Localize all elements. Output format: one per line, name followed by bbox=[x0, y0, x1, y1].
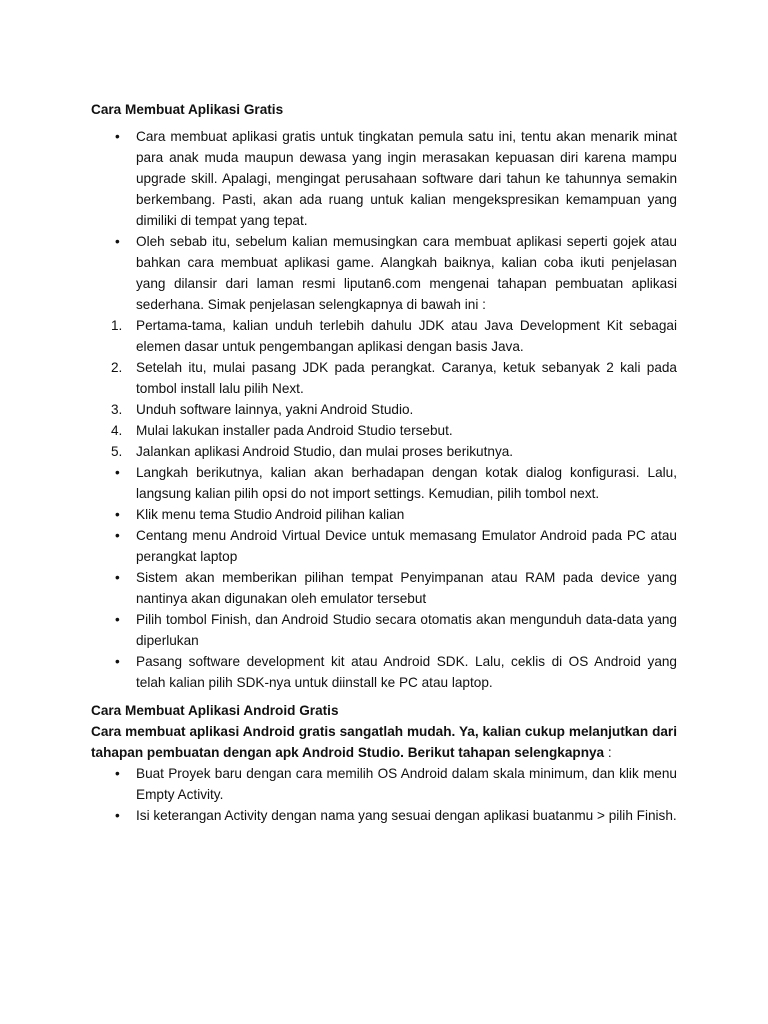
bullet-marker: • bbox=[115, 528, 120, 543]
section-2-list bbox=[91, 763, 677, 826]
list-item bbox=[91, 126, 677, 231]
bullet-marker: • bbox=[115, 654, 120, 669]
list-item bbox=[91, 651, 677, 693]
section-1-title: Cara Membuat Aplikasi Gratis bbox=[91, 102, 284, 117]
list-item bbox=[91, 805, 677, 826]
number-marker: 5. bbox=[111, 444, 123, 459]
list-item bbox=[91, 420, 677, 441]
bullet-marker: • bbox=[115, 465, 120, 480]
bullet-marker: • bbox=[115, 612, 120, 627]
section-1-list bbox=[91, 126, 677, 693]
bullet-marker: • bbox=[115, 129, 120, 144]
list-item bbox=[91, 609, 677, 651]
number-marker: 2. bbox=[111, 360, 123, 375]
list-item-text: Oleh sebab itu, sebelum kalian memusingkan cara membuat aplikasi seperti gojek atau bahkan cara membuat aplikasi game. Alangkah baiknya, kalian coba ikuti penjelasan yang dilansir dari laman resmi liputan6.com mengenai tahapan pembuatan aplikasi sederhana. Simak penjelasan selengkapnya di bawah ini : bbox=[136, 234, 677, 312]
list-item-text: Klik menu tema Studio Android pilihan kalian bbox=[136, 507, 405, 522]
list-item-text: Jalankan aplikasi Android Studio, dan mulai proses berikutnya. bbox=[136, 444, 514, 459]
list-item bbox=[91, 399, 677, 420]
bullet-marker: • bbox=[115, 766, 120, 781]
list-item-text: Buat Proyek baru dengan cara memilih OS Android dalam skala minimum, dan klik menu Empty Activity. bbox=[136, 766, 677, 802]
bullet-marker: • bbox=[115, 507, 120, 522]
list-item bbox=[91, 462, 677, 504]
list-item bbox=[91, 504, 677, 525]
list-item-text: Setelah itu, mulai pasang JDK pada perangkat. Caranya, ketuk sebanyak 2 kali pada tombol install lalu pilih Next. bbox=[136, 360, 677, 396]
list-item-text: Cara membuat aplikasi gratis untuk tingkatan pemula satu ini, tentu akan menarik minat para anak muda maupun dewasa yang ingin merasakan kepuasan diri karena mampu upgrade skill. Apalagi, mengingat perusahaan software dari tahun ke tahunnya semakin berkembang. Pasti, akan ada ruang untuk kalian mengekspresikan kemampuan yang dimiliki di tempat yang tepat. bbox=[136, 129, 677, 228]
list-item-text: Pertama-tama, kalian unduh terlebih dahulu JDK atau Java Development Kit sebagai elemen dasar untuk pengembangan aplikasi dengan basis Java. bbox=[136, 318, 677, 354]
list-item bbox=[91, 357, 677, 399]
list-item bbox=[91, 567, 677, 609]
section-2-title: Cara Membuat Aplikasi Android Gratis bbox=[91, 703, 339, 718]
bullet-marker: • bbox=[115, 570, 120, 585]
section-2-intro bbox=[91, 721, 677, 763]
bullet-marker: • bbox=[115, 808, 120, 823]
list-item bbox=[91, 231, 677, 315]
list-item-text: Sistem akan memberikan pilihan tempat Penyimpanan atau RAM pada device yang nantinya akan digunakan oleh emulator tersebut bbox=[136, 570, 677, 606]
bullet-marker: • bbox=[115, 234, 120, 249]
list-item-text: Isi keterangan Activity dengan nama yang sesuai dengan aplikasi buatanmu > pilih Finish. bbox=[136, 808, 677, 823]
list-item bbox=[91, 525, 677, 567]
list-item bbox=[91, 315, 677, 357]
section-2-intro-colon: : bbox=[604, 745, 612, 760]
document-page bbox=[91, 99, 677, 826]
number-marker: 4. bbox=[111, 423, 123, 438]
list-item-text: Langkah berikutnya, kalian akan berhadapan dengan kotak dialog konfigurasi. Lalu, langsung kalian pilih opsi do not import settings. Kemudian, pilih tombol next. bbox=[136, 465, 677, 501]
number-marker: 1. bbox=[111, 318, 123, 333]
list-item-text: Pilih tombol Finish, dan Android Studio secara otomatis akan mengunduh data-data yang diperlukan bbox=[136, 612, 677, 648]
section-2-intro-bold: Cara membuat aplikasi Android gratis sangatlah mudah. Ya, kalian cukup melanjutkan dari tahapan pembuatan dengan apk Android Studio. Berikut tahapan selengkapnya bbox=[91, 724, 677, 760]
list-item-text: Centang menu Android Virtual Device untuk memasang Emulator Android pada PC atau perangkat laptop bbox=[136, 528, 677, 564]
number-marker: 3. bbox=[111, 402, 123, 417]
list-item bbox=[91, 763, 677, 805]
list-item bbox=[91, 441, 677, 462]
list-item-text: Pasang software development kit atau Android SDK. Lalu, ceklis di OS Android yang telah kalian pilih SDK-nya untuk diinstall ke PC atau laptop. bbox=[136, 654, 677, 690]
list-item-text: Mulai lakukan installer pada Android Studio tersebut. bbox=[136, 423, 453, 438]
list-item-text: Unduh software lainnya, yakni Android Studio. bbox=[136, 402, 414, 417]
